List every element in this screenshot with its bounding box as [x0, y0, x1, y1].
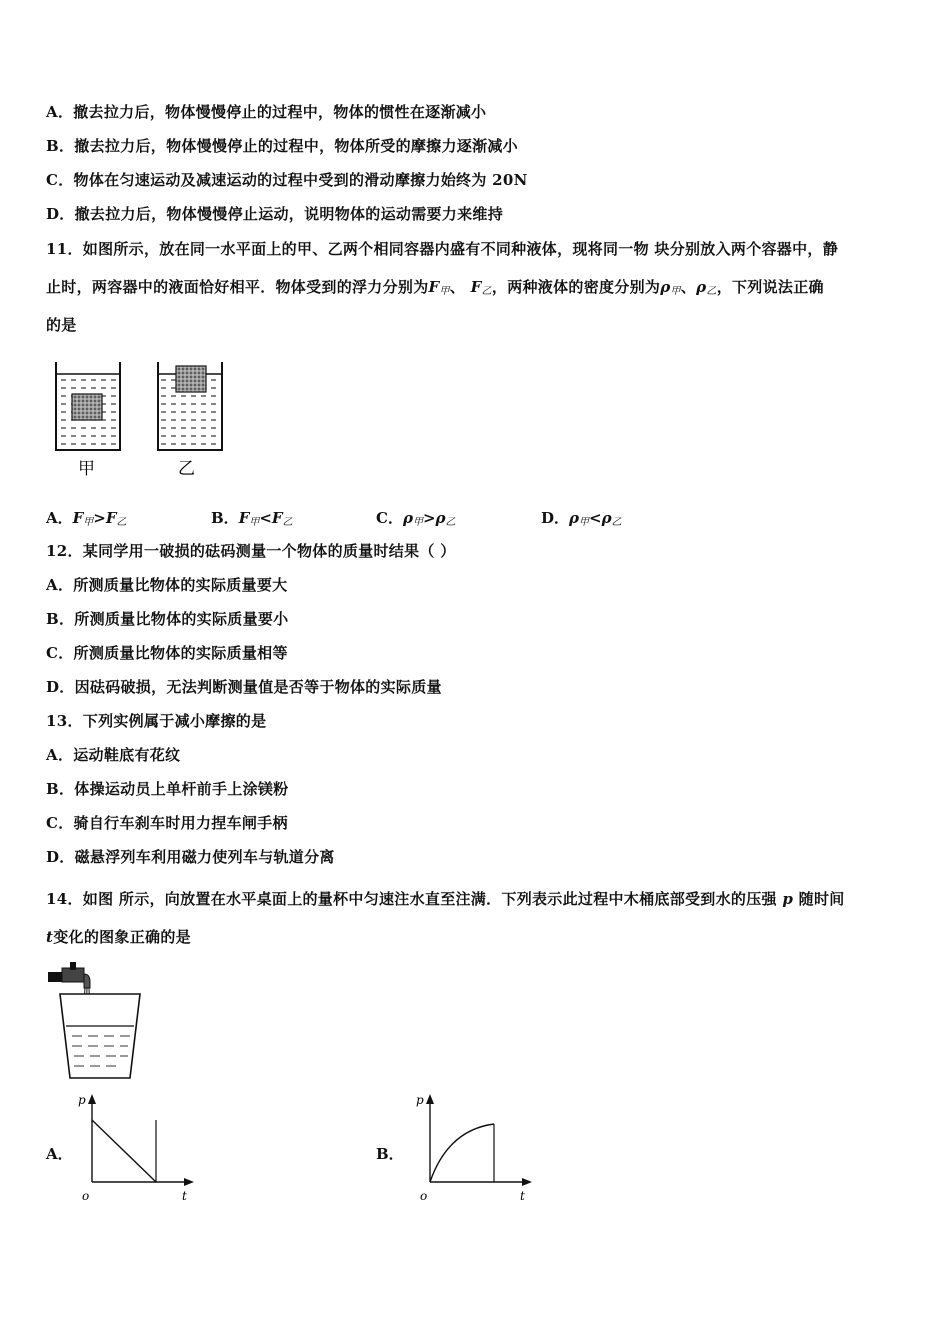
- q12-option-c: C．所测质量比物体的实际质量相等: [46, 644, 288, 662]
- q13-stem: 13．下列实例属于减小摩擦的是: [46, 712, 267, 730]
- q11-stem-line3: 的是: [46, 316, 77, 334]
- q10-option-d: D．撤去拉力后，物体慢慢停止运动，说明物体的运动需要力来维持: [46, 205, 504, 223]
- q11-option-c: C．$\rho_甲>\rho_乙$: [376, 509, 456, 528]
- block-jia: [72, 394, 102, 420]
- graph-a-curve: [92, 1120, 156, 1182]
- q11-option-a: A．$F_甲>F_乙$: [46, 509, 127, 528]
- q10-option-a: A．撤去拉力后，物体慢慢停止的过程中，物体的惯性在逐渐减小: [46, 103, 487, 121]
- q13-option-b: B．体操运动员上单杆前手上涂镁粉: [46, 780, 289, 798]
- q12-option-a: A．所测质量比物体的实际质量要大: [46, 576, 288, 594]
- svg-text:t: t: [520, 1189, 525, 1203]
- q13-option-d: D．磁悬浮列车利用磁力使列车与轨道分离: [46, 848, 335, 866]
- container-yi: [158, 362, 222, 450]
- q14-graph-a: [70, 1090, 200, 1208]
- q13-option-c: C．骑自行车刹车时用力捏车闸手柄: [46, 814, 288, 832]
- graph-b-curve: [430, 1124, 494, 1182]
- svg-text:p: p: [78, 1093, 86, 1107]
- q11-stem-line2: 止时，两容器中的液面恰好相平．物体受到的浮力分别为$F_甲$、 $F_乙$，两种液体的密度分别为$\rho_甲$、$\rho_乙$，下列说法正确: [46, 278, 824, 297]
- label-jia: 甲: [78, 459, 95, 479]
- q14-bucket-figure: [46, 960, 146, 1080]
- q10-option-b: B．撤去拉力后，物体慢慢停止的过程中，物体所受的摩擦力逐渐减小: [46, 137, 518, 155]
- label-yi: 乙: [178, 459, 195, 479]
- q12-stem: 12．某同学用一破损的砝码测量一个物体的质量时结果（ ）: [46, 542, 456, 560]
- q11-option-d: D．$\rho_甲<\rho_乙$: [541, 509, 622, 528]
- q14-option-b-label: B．: [376, 1145, 404, 1163]
- svg-text:p: p: [416, 1093, 424, 1107]
- q14-option-a-label: A．: [46, 1145, 73, 1163]
- svg-text:o: o: [82, 1189, 90, 1203]
- svg-text:t: t: [182, 1189, 187, 1203]
- q11-stem-line1: 11．如图所示，放在同一水平面上的甲、乙两个相同容器内盛有不同种液体，现将同一物 块分别放入两个容器中，静: [46, 240, 839, 258]
- bucket: [60, 994, 140, 1078]
- svg-text:o: o: [420, 1189, 428, 1203]
- q12-option-b: B．所测质量比物体的实际质量要小: [46, 610, 289, 628]
- container-jia: [56, 362, 120, 450]
- block-yi: [176, 366, 206, 392]
- q14-graph-b: [408, 1090, 538, 1208]
- q14-stem-line1: 14．如图 所示，向放置在水平桌面上的量杯中匀速注水直至注满．下列表示此过程中木桶底部受到水的压强 p 随时间: [46, 890, 845, 908]
- q14-stem-line2: t变化的图象正确的是: [46, 928, 191, 946]
- q10-option-c: C．物体在匀速运动及减速运动的过程中受到的滑动摩擦力始终为 20N: [46, 171, 528, 189]
- q13-option-a: A．运动鞋底有花纹: [46, 746, 181, 764]
- faucet-icon: [48, 962, 90, 988]
- q12-option-d: D．因砝码破损，无法判断测量值是否等于物体的实际质量: [46, 678, 442, 696]
- q11-containers-figure: [50, 360, 230, 482]
- q11-option-b: B．$F_甲<F_乙$: [211, 509, 293, 528]
